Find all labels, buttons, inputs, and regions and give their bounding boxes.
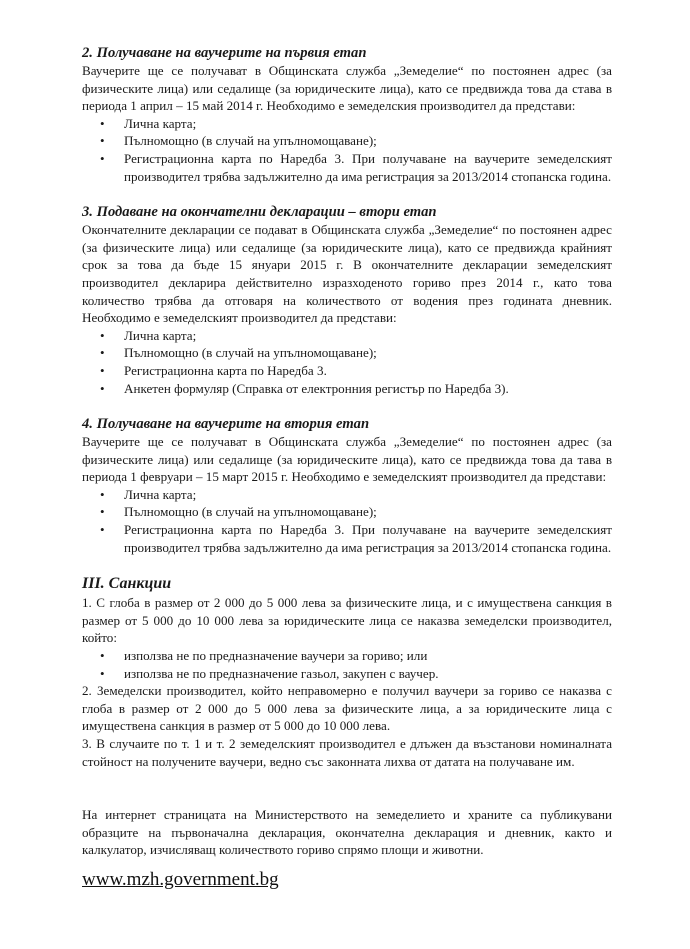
list-item: • Лична карта; [124,486,612,504]
section-final-declarations [82,203,612,397]
closing-paragraph: На интернет страницата на Министерството на земеделието и храните са публикувани образците на първоначална декларация, окончателна декларация и дневник, както и калкулатор, изчисляващ количеството гориво спрямо площи и животни. [82,807,612,858]
list-item: • Пълномощно (в случай на упълномощаване); [124,132,612,150]
list-item: • Пълномощно (в случай на упълномощаване); [124,344,612,362]
list-item: • Анкетен формуляр (Справка от електронния регистър по Наредба 3). [124,380,612,398]
section-second-stage [82,415,612,556]
list-item: • използва не по предназначение газьол, закупен с ваучер. [124,665,612,683]
requirements-list [82,115,612,185]
list-item: • Регистрационна карта по Наредба 3. При получаване на ваучерите земеделският производител трябва задължително да има регистрация за 2013/2014 стопанска година. [124,521,612,556]
spacer [82,788,612,806]
sanction-paragraph-2: 2. Земеделски производител, който неправомерно е получил ваучери за гориво се наказва с глоба в размер от 2 000 до 5 000 лева за физическите лица, а за юридическите лица с имуществена санкция в размер от 5 000 до 10 000 лева. [82,683,612,734]
list-item: • използва не по предназначение ваучери за гориво; или [124,647,612,665]
document-content [82,44,612,891]
list-item: • Лична карта; [124,327,612,345]
section-text: Окончателните декларации се подават в Общинската служба „Земеделие“ по постоянен адрес (за физическите лица) или седалище (за юридическите лица), като се предвижда крайният срок за това да бъде 15 януари 2015 г. В окончателните декларации земеделският производител декларира действително изразходеното гориво през 2014 г., като това количество трябва да отговаря на количеството от водения през годината дневник. Необходимо е земеделският производител да представи: [82,222,612,326]
section-text: Ваучерите ще се получават в Общинската служба „Земеделие“ по постоянен адрес (за физическите лица) или седалище (за юридическите лица), като се предвижда това да тава в периода 1 февруари – 15 март 2015 г. Необходимо е земеделският производител да представи: [82,434,612,485]
section-title: 3. Подаване на окончателни декларации – втори етап [82,204,437,221]
section-first-stage [82,44,612,185]
sanction-list [82,647,612,682]
requirements-list [82,327,612,397]
section-title: 4. Получаване на ваучерите на втория етап [82,416,370,433]
sanction-paragraph-1: 1. С глоба в размер от 2 000 до 5 000 лева за физическите лица, и с имуществена санкция в размер от 5 000 до 10 000 лева за юридическите лица се наказва земеделски производител, който: [82,595,612,646]
section-title: III. Санкции [82,575,172,593]
requirements-list [82,486,612,556]
section-sanctions [82,574,612,770]
section-title: 2. Получаване на ваучерите на първия етап [82,45,367,61]
list-item: • Регистрационна карта по Наредба 3. [124,362,612,380]
list-item: • Регистрационна карта по Наредба 3. При получаване на ваучерите земеделският производител трябва задължително да има регистрация за 2013/2014 стопанска година. [124,150,612,185]
list-item: • Пълномощно (в случай на упълномощаване); [124,503,612,521]
website-link[interactable]: www.mzh.government.bg [82,868,279,890]
sanction-paragraph-3: 3. В случаите по т. 1 и т. 2 земеделският производител е длъжен да възстанови номиналната стойност на получените ваучери, ведно със законната лихва от датата на получаване им. [82,736,612,769]
section-text: Ваучерите ще се получават в Общинската служба „Земеделие“ по постоянен адрес (за физическите лица) или седалище (за юридическите лица), като се предвижда това да става в периода 1 април – 15 май 2014 г. Необходимо е земеделския производител да представи: [82,63,612,114]
list-item: • Лична карта; [124,115,612,133]
